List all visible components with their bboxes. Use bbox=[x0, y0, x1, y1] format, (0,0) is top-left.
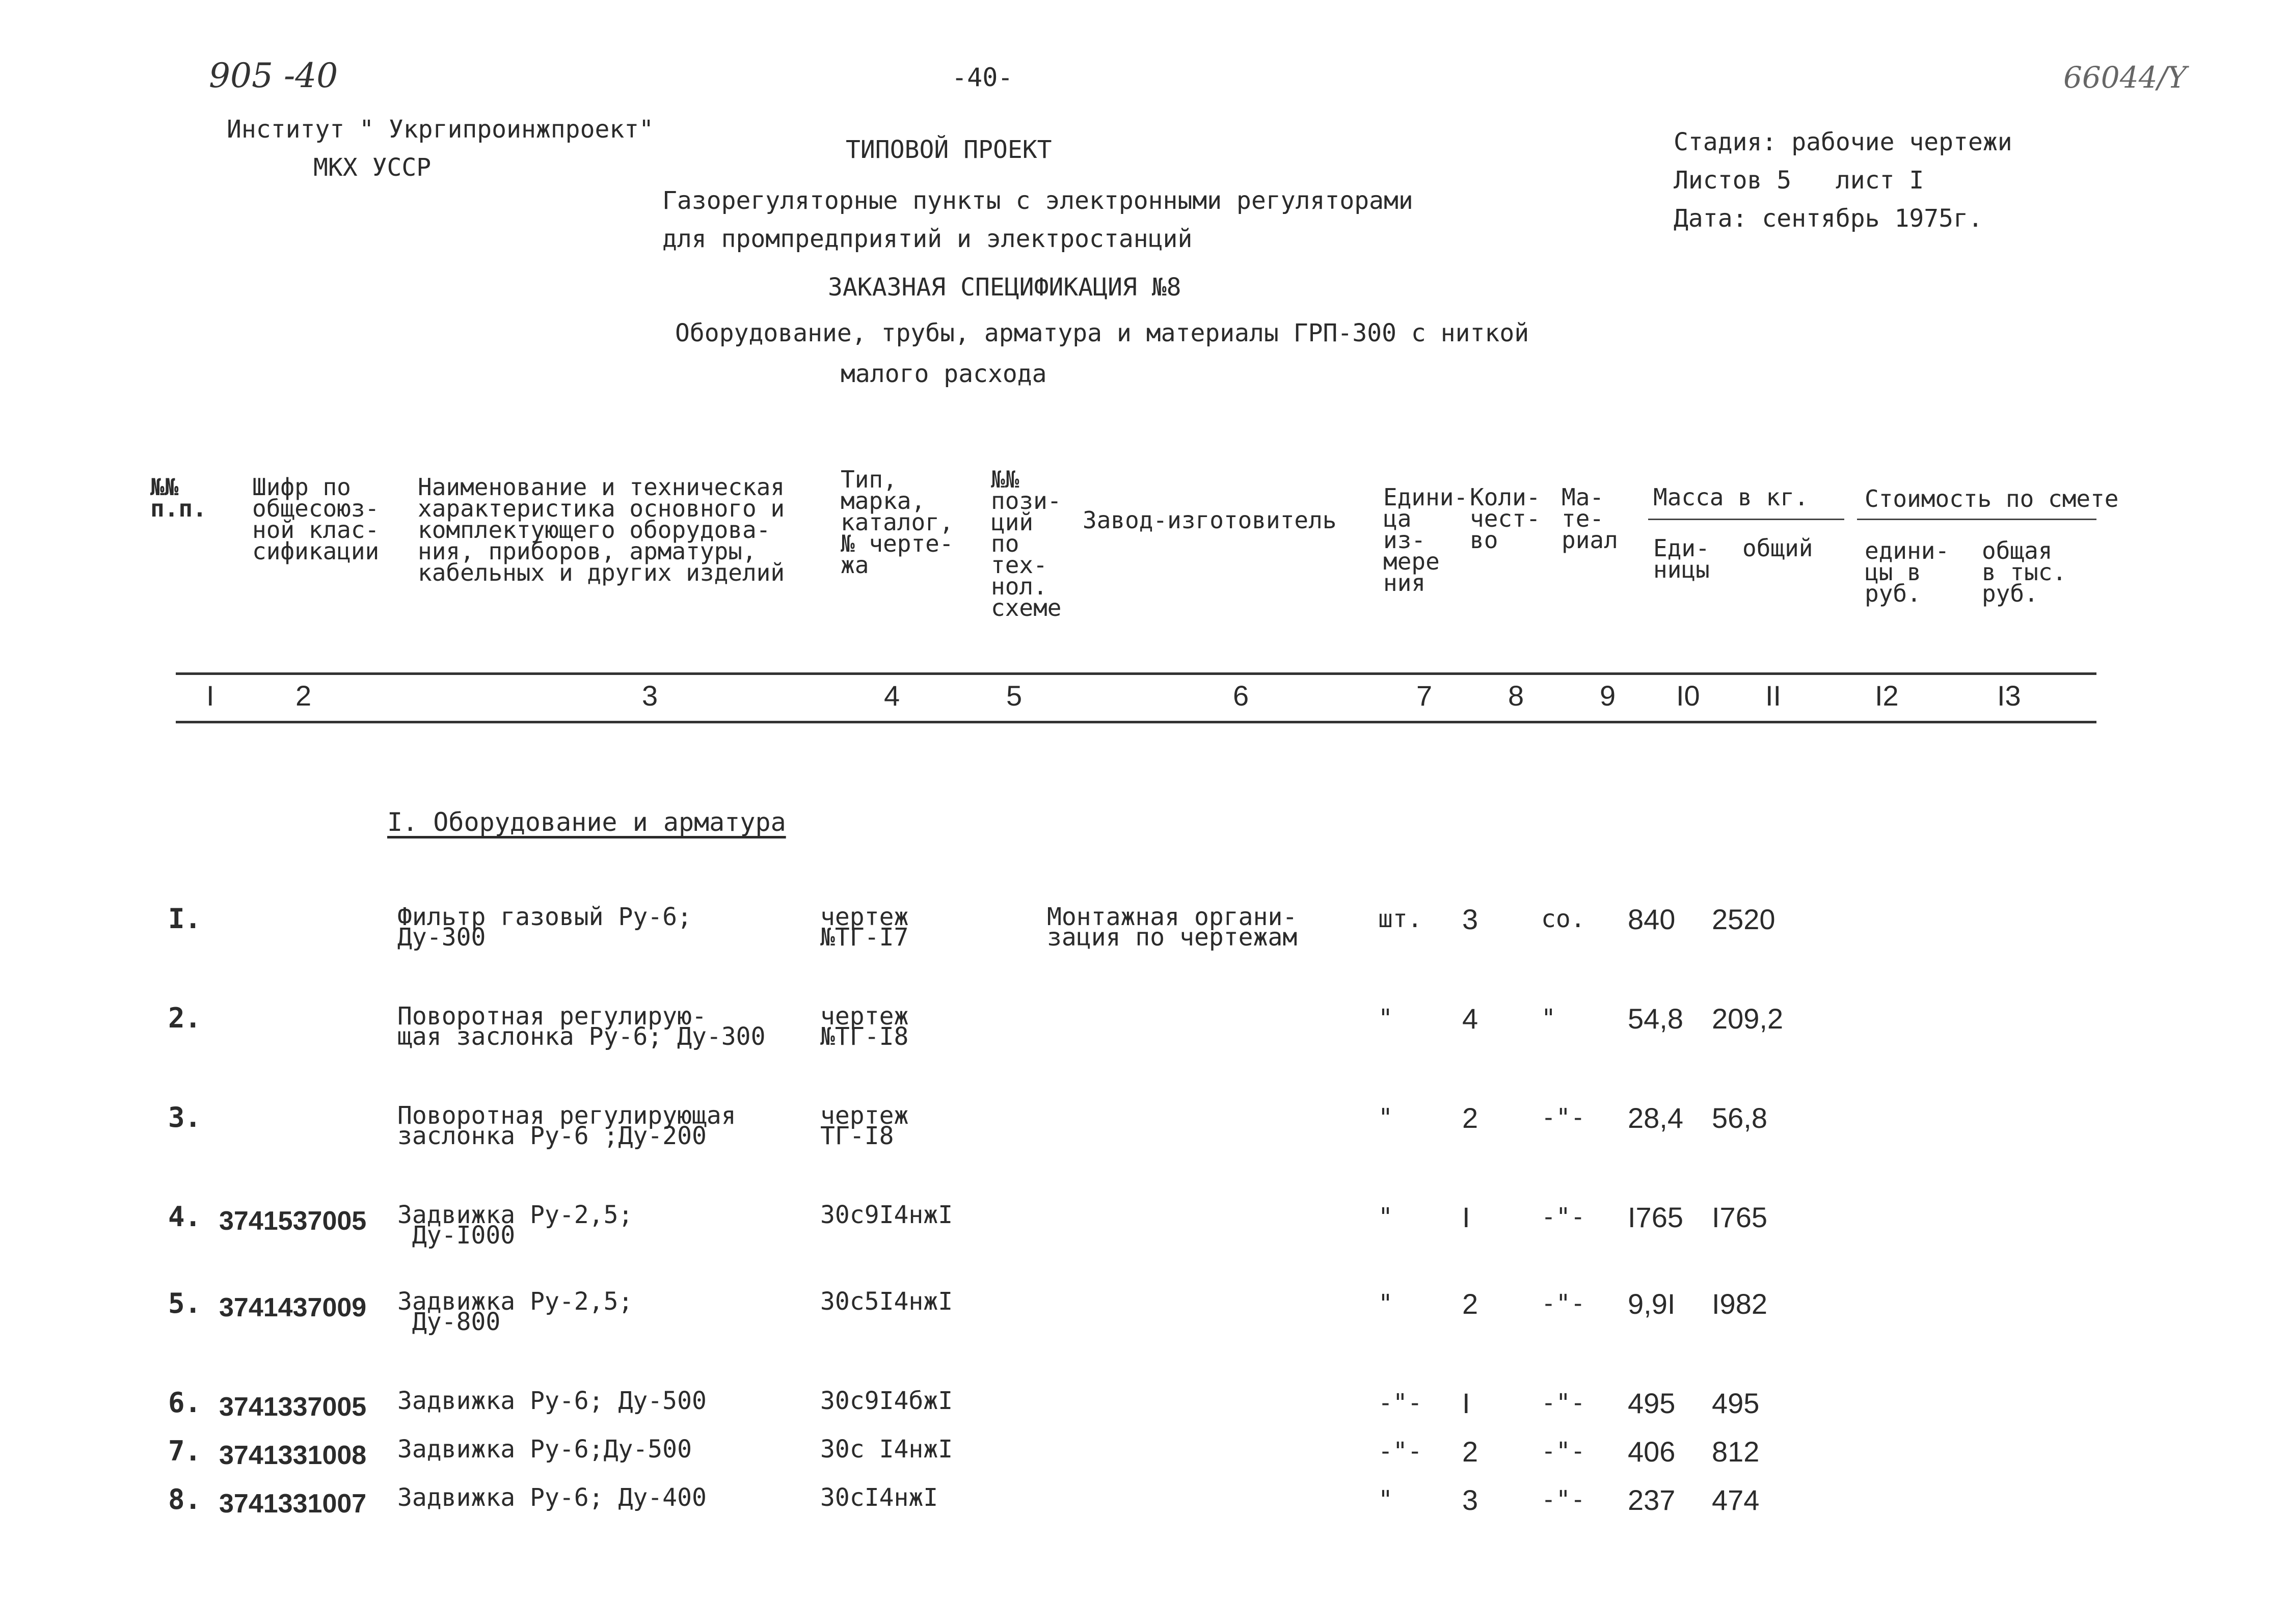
unit: " bbox=[1378, 1004, 1393, 1033]
mass-total: 474 bbox=[1712, 1484, 1760, 1516]
header-material: Ма- те- риал bbox=[1562, 483, 1618, 554]
header-name: Наименование и техническая характеристика основного и комплектующего оборудова- ния, приборов, арматуры, кабельных и других изделий bbox=[418, 473, 785, 586]
quantity: 2 bbox=[1462, 1436, 1478, 1468]
quantity: 2 bbox=[1462, 1102, 1478, 1134]
header-type: Тип, марка, каталог, № черте- жа bbox=[841, 466, 954, 579]
unit: шт. bbox=[1378, 905, 1422, 933]
header-cost-unit: едини- цы в руб. bbox=[1865, 537, 1950, 607]
material: со. bbox=[1541, 905, 1585, 933]
column-number: 9 bbox=[1600, 680, 1616, 712]
manufacturer: Монтажная органи- зация по чертежам bbox=[1047, 903, 1298, 952]
material: -"- bbox=[1541, 1203, 1585, 1231]
item-name: Поворотная регулирую- щая заслонка Ру-6; Ду-300 bbox=[397, 1002, 766, 1051]
row-number: 2. bbox=[168, 1002, 202, 1034]
column-number: 8 bbox=[1508, 680, 1524, 712]
material: -"- bbox=[1541, 1289, 1585, 1318]
column-number: 3 bbox=[642, 680, 658, 712]
column-number: 5 bbox=[1006, 680, 1023, 712]
unit: -"- bbox=[1378, 1389, 1422, 1417]
classification-code: 3741437009 bbox=[219, 1293, 367, 1322]
column-number: 4 bbox=[884, 680, 900, 712]
specification-title: ЗАКАЗНАЯ СПЕЦИФИКАЦИЯ №8 bbox=[828, 273, 1181, 302]
mass-total: I982 bbox=[1712, 1288, 1767, 1320]
mass-unit: 28,4 bbox=[1628, 1102, 1683, 1134]
item-name: Задвижка Ру-2,5; Ду-I000 bbox=[397, 1201, 633, 1250]
column-number: I bbox=[206, 680, 214, 712]
column-number: II bbox=[1765, 680, 1782, 712]
item-type: чертеж №ТГ-I7 bbox=[820, 903, 909, 952]
specification-subject-cont: малого расхода bbox=[841, 360, 1047, 388]
mass-unit: 495 bbox=[1628, 1387, 1676, 1419]
header-cost-total: общая в тыс. руб. bbox=[1982, 537, 2067, 607]
archive-stamp: 66044/Y bbox=[2063, 60, 2187, 95]
header-row-number: №№ п.п. bbox=[150, 473, 207, 522]
mass-total: 209,2 bbox=[1712, 1003, 1784, 1035]
classification-code: 3741331008 bbox=[219, 1441, 367, 1470]
column-number: I3 bbox=[1997, 680, 2021, 712]
mass-total: 812 bbox=[1712, 1436, 1760, 1468]
column-number: I0 bbox=[1676, 680, 1700, 712]
column-number: 6 bbox=[1233, 680, 1249, 712]
row-number: 5. bbox=[168, 1287, 202, 1319]
header-mass-group: Масса в кг. bbox=[1653, 483, 1809, 511]
mass-unit: 840 bbox=[1628, 903, 1676, 935]
sheets-label: Листов 5 лист I bbox=[1674, 166, 1924, 195]
item-type: чертеж ТГ-I8 bbox=[820, 1101, 909, 1150]
mass-unit: 406 bbox=[1628, 1436, 1676, 1468]
item-name: Задвижка Ру-6;Ду-500 bbox=[397, 1435, 692, 1464]
date-label: Дата: сентябрь 1975г. bbox=[1674, 204, 1983, 233]
header-quantity: Коли- чест- во bbox=[1470, 483, 1541, 554]
header-position: №№ пози- ций по тех- нол. схеме bbox=[991, 466, 1062, 621]
header-cost-group: Стоимость по смете bbox=[1865, 485, 2119, 512]
item-name: Задвижка Ру-2,5; Ду-800 bbox=[397, 1287, 633, 1336]
item-type: 30с9I4бжI bbox=[820, 1387, 953, 1415]
quantity: 4 bbox=[1462, 1003, 1478, 1035]
mass-total: 56,8 bbox=[1712, 1102, 1767, 1134]
mass-unit: 54,8 bbox=[1628, 1003, 1683, 1035]
classification-code: 3741337005 bbox=[219, 1392, 367, 1422]
section-title: I. Оборудование и арматура bbox=[387, 807, 786, 837]
project-type: ТИПОВОЙ ПРОЕКТ bbox=[846, 136, 1052, 164]
header-classification-code: Шифр по общесоюз- ной клас- сификации bbox=[252, 473, 380, 565]
item-name: Задвижка Ру-6; Ду-500 bbox=[397, 1387, 707, 1415]
row-number: 8. bbox=[168, 1483, 202, 1515]
mass-unit: 237 bbox=[1628, 1484, 1676, 1516]
classification-code: 3741537005 bbox=[219, 1206, 367, 1236]
row-number: I. bbox=[168, 903, 202, 935]
column-number: 2 bbox=[295, 680, 312, 712]
column-number: I2 bbox=[1875, 680, 1899, 712]
item-name: Поворотная регулирующая заслонка Ру-6 ;Ду-200 bbox=[397, 1101, 736, 1150]
classification-code: 3741331007 bbox=[219, 1489, 367, 1519]
mass-total: 495 bbox=[1712, 1387, 1760, 1419]
quantity: 2 bbox=[1462, 1288, 1478, 1320]
item-type: 30сI4нжI bbox=[820, 1483, 938, 1512]
header-bottom-rule bbox=[176, 721, 2096, 723]
quantity: 3 bbox=[1462, 903, 1478, 935]
quantity: I bbox=[1462, 1201, 1470, 1233]
material: -"- bbox=[1541, 1485, 1585, 1514]
material: " bbox=[1541, 1004, 1556, 1033]
unit: " bbox=[1378, 1485, 1393, 1514]
mass-unit: I765 bbox=[1628, 1201, 1683, 1233]
unit: " bbox=[1378, 1103, 1393, 1132]
item-type: 30с I4нжI bbox=[820, 1435, 953, 1464]
institute-name: Институт " Укргипроинжпроект" bbox=[227, 115, 654, 144]
column-number: 7 bbox=[1416, 680, 1433, 712]
row-number: 7. bbox=[168, 1435, 202, 1467]
stage-label: Стадия: рабочие чертежи bbox=[1674, 128, 2012, 156]
mass-unit: 9,9I bbox=[1628, 1288, 1676, 1320]
item-type: 30с9I4нжI bbox=[820, 1201, 953, 1229]
unit: " bbox=[1378, 1203, 1393, 1231]
header-manufacturer: Завод-изготовитель bbox=[1083, 506, 1337, 534]
mass-total: 2520 bbox=[1712, 903, 1775, 935]
material: -"- bbox=[1541, 1103, 1585, 1132]
header-top-rule bbox=[176, 672, 2096, 675]
item-type: чертеж №ТГ-I8 bbox=[820, 1002, 909, 1051]
quantity: 3 bbox=[1462, 1484, 1478, 1516]
item-name: Фильтр газовый Ру-6; Ду-300 bbox=[397, 903, 692, 952]
unit: " bbox=[1378, 1289, 1393, 1318]
specification-subject: Оборудование, трубы, арматура и материалы ГРП-300 с ниткой bbox=[675, 319, 1529, 347]
mass-total: I765 bbox=[1712, 1201, 1767, 1233]
ministry-name: МКХ УССР bbox=[313, 153, 432, 182]
material: -"- bbox=[1541, 1437, 1585, 1466]
project-title-line1: Газорегуляторные пункты с электронными регуляторами bbox=[662, 186, 1413, 215]
header-unit: Едини- ца из- мере ния bbox=[1383, 483, 1468, 597]
quantity: I bbox=[1462, 1387, 1470, 1419]
row-number: 4. bbox=[168, 1201, 202, 1233]
header-mass-unit: Еди- ницы bbox=[1653, 534, 1710, 583]
item-type: 30с5I4нжI bbox=[820, 1287, 953, 1316]
header-mass-total: общий bbox=[1742, 534, 1813, 562]
project-title-line2: для промпредприятий и электростанций bbox=[662, 225, 1193, 253]
document-number: 905 -40 bbox=[209, 56, 338, 95]
material: -"- bbox=[1541, 1389, 1585, 1417]
row-number: 6. bbox=[168, 1387, 202, 1419]
item-name: Задвижка Ру-6; Ду-400 bbox=[397, 1483, 707, 1512]
unit: -"- bbox=[1378, 1437, 1422, 1466]
page-number: -40- bbox=[952, 63, 1013, 92]
row-number: 3. bbox=[168, 1101, 202, 1133]
